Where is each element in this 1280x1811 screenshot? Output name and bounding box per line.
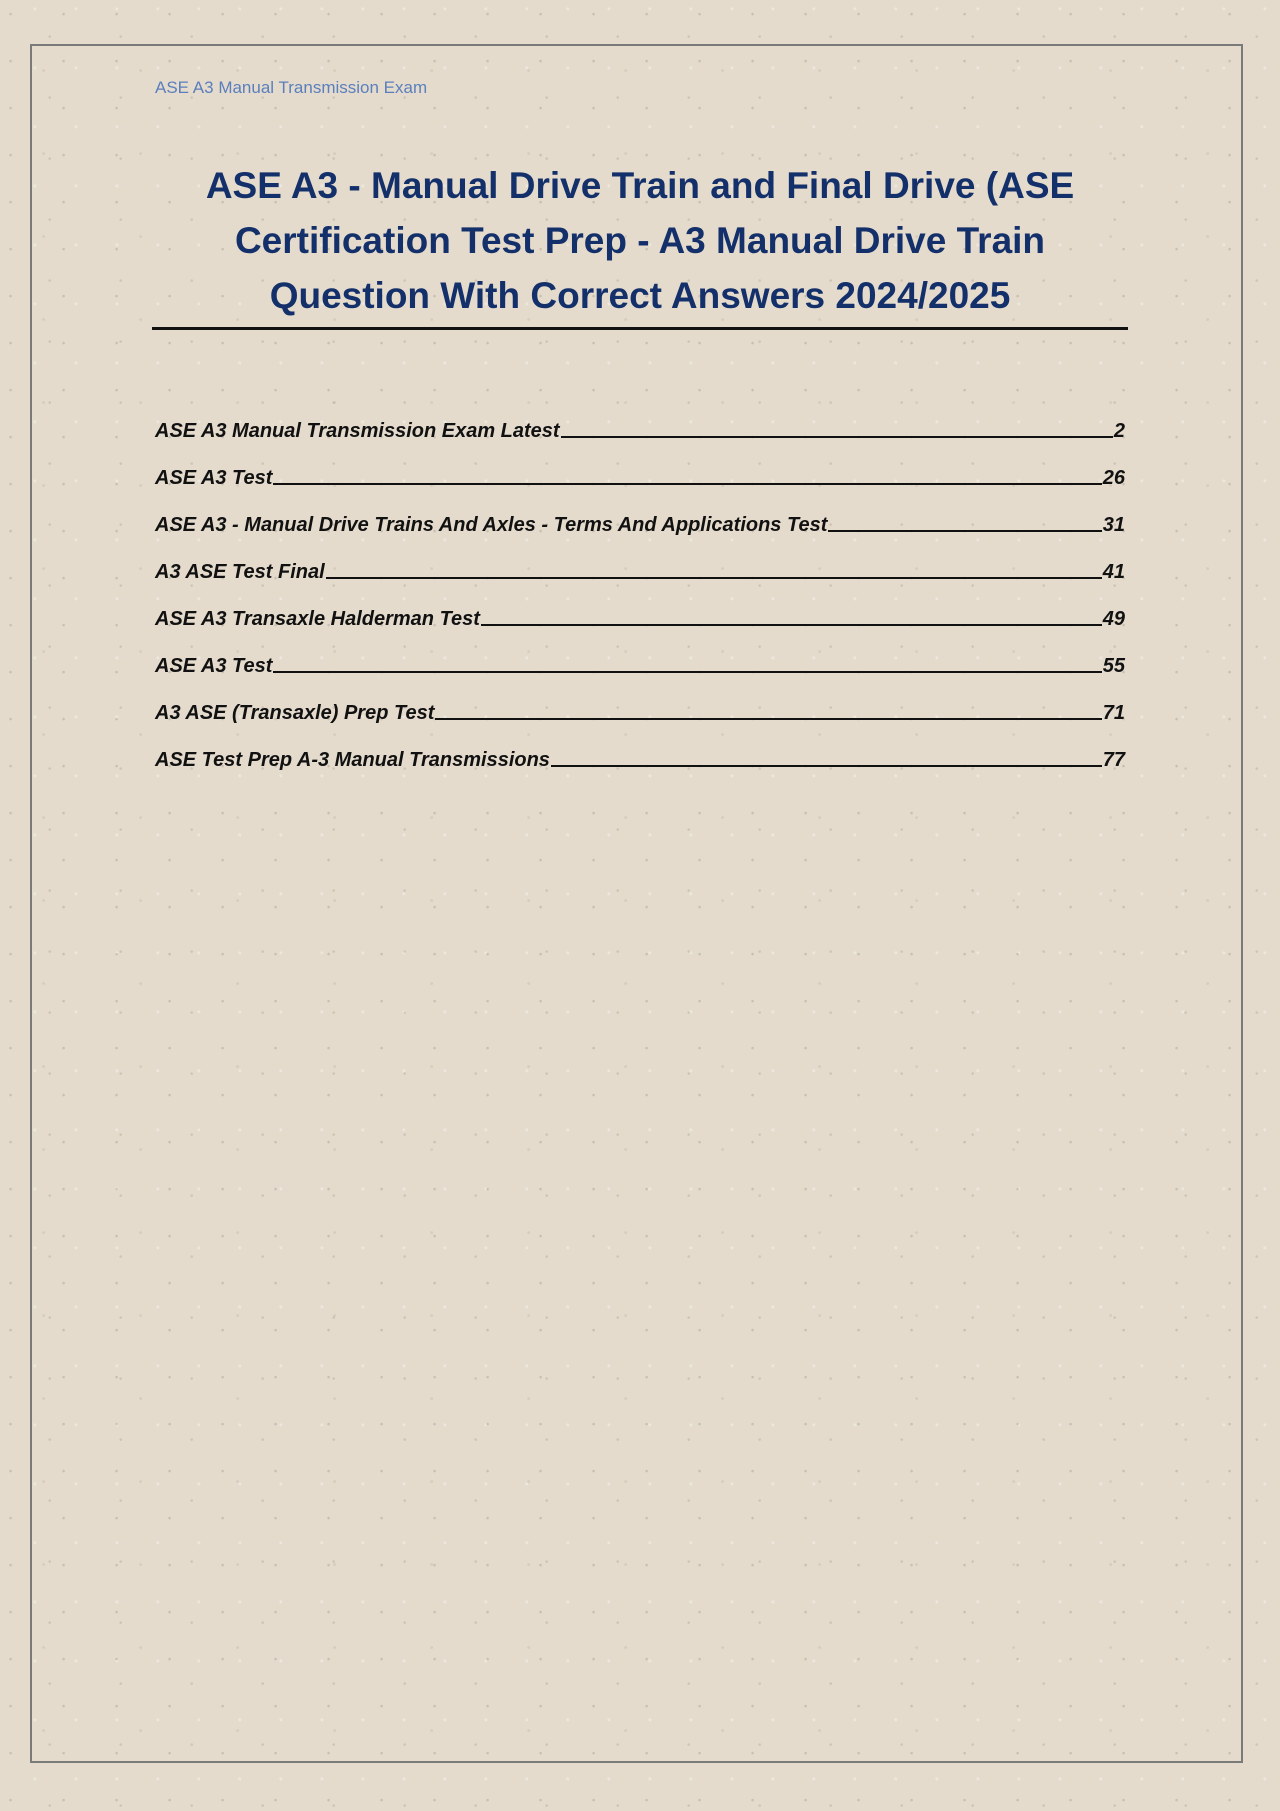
toc-entry[interactable]: [155, 420, 1125, 467]
toc-leader: [435, 718, 1101, 720]
toc-leader: [273, 483, 1101, 485]
running-header: ASE A3 Manual Transmission Exam: [155, 78, 428, 97]
toc-entry-page: 41: [1102, 561, 1125, 583]
title-rule: [152, 327, 1128, 330]
toc-entry[interactable]: [155, 749, 1125, 796]
toc-entry-title: ASE A3 Test: [155, 655, 273, 677]
toc-entry-page: 49: [1102, 608, 1125, 630]
title-line-2: Certification Test Prep - A3 Manual Drive Train: [234, 220, 1046, 261]
toc-entry-title: A3 ASE Test Final: [155, 561, 325, 583]
toc-entry-page: 2: [1113, 420, 1125, 442]
document-title: [152, 158, 1128, 323]
title-line-3: Question With Correct Answers 2024/2025: [269, 275, 1011, 316]
toc-entry-title: ASE A3 - Manual Drive Trains And Axles - Terms And Applications Test: [155, 514, 828, 536]
toc-leader: [828, 530, 1101, 532]
toc-entry[interactable]: [155, 655, 1125, 702]
table-of-contents: [155, 420, 1125, 796]
toc-leader: [326, 577, 1102, 579]
toc-leader: [481, 624, 1102, 626]
toc-entry[interactable]: [155, 467, 1125, 514]
title-line-1: ASE A3 - Manual Drive Train and Final Drive (ASE: [205, 165, 1075, 206]
toc-entry-title: A3 ASE (Transaxle) Prep Test: [155, 702, 435, 724]
toc-entry[interactable]: [155, 608, 1125, 655]
toc-leader: [273, 671, 1101, 673]
toc-entry-page: 55: [1102, 655, 1125, 677]
toc-entry-title: ASE Test Prep A-3 Manual Transmissions: [155, 749, 550, 771]
toc-entry-page: 26: [1102, 467, 1125, 489]
toc-entry[interactable]: [155, 514, 1125, 561]
toc-entry-title: ASE A3 Test: [155, 467, 273, 489]
toc-entry-page: 77: [1102, 749, 1125, 771]
toc-leader: [561, 436, 1113, 438]
toc-leader: [551, 765, 1102, 767]
toc-entry-page: 31: [1102, 514, 1125, 536]
toc-entry[interactable]: [155, 561, 1125, 608]
toc-entry-page: 71: [1102, 702, 1125, 724]
toc-entry-title: ASE A3 Transaxle Halderman Test: [155, 608, 480, 630]
toc-entry[interactable]: [155, 702, 1125, 749]
toc-entry-title: ASE A3 Manual Transmission Exam Latest: [155, 420, 560, 442]
